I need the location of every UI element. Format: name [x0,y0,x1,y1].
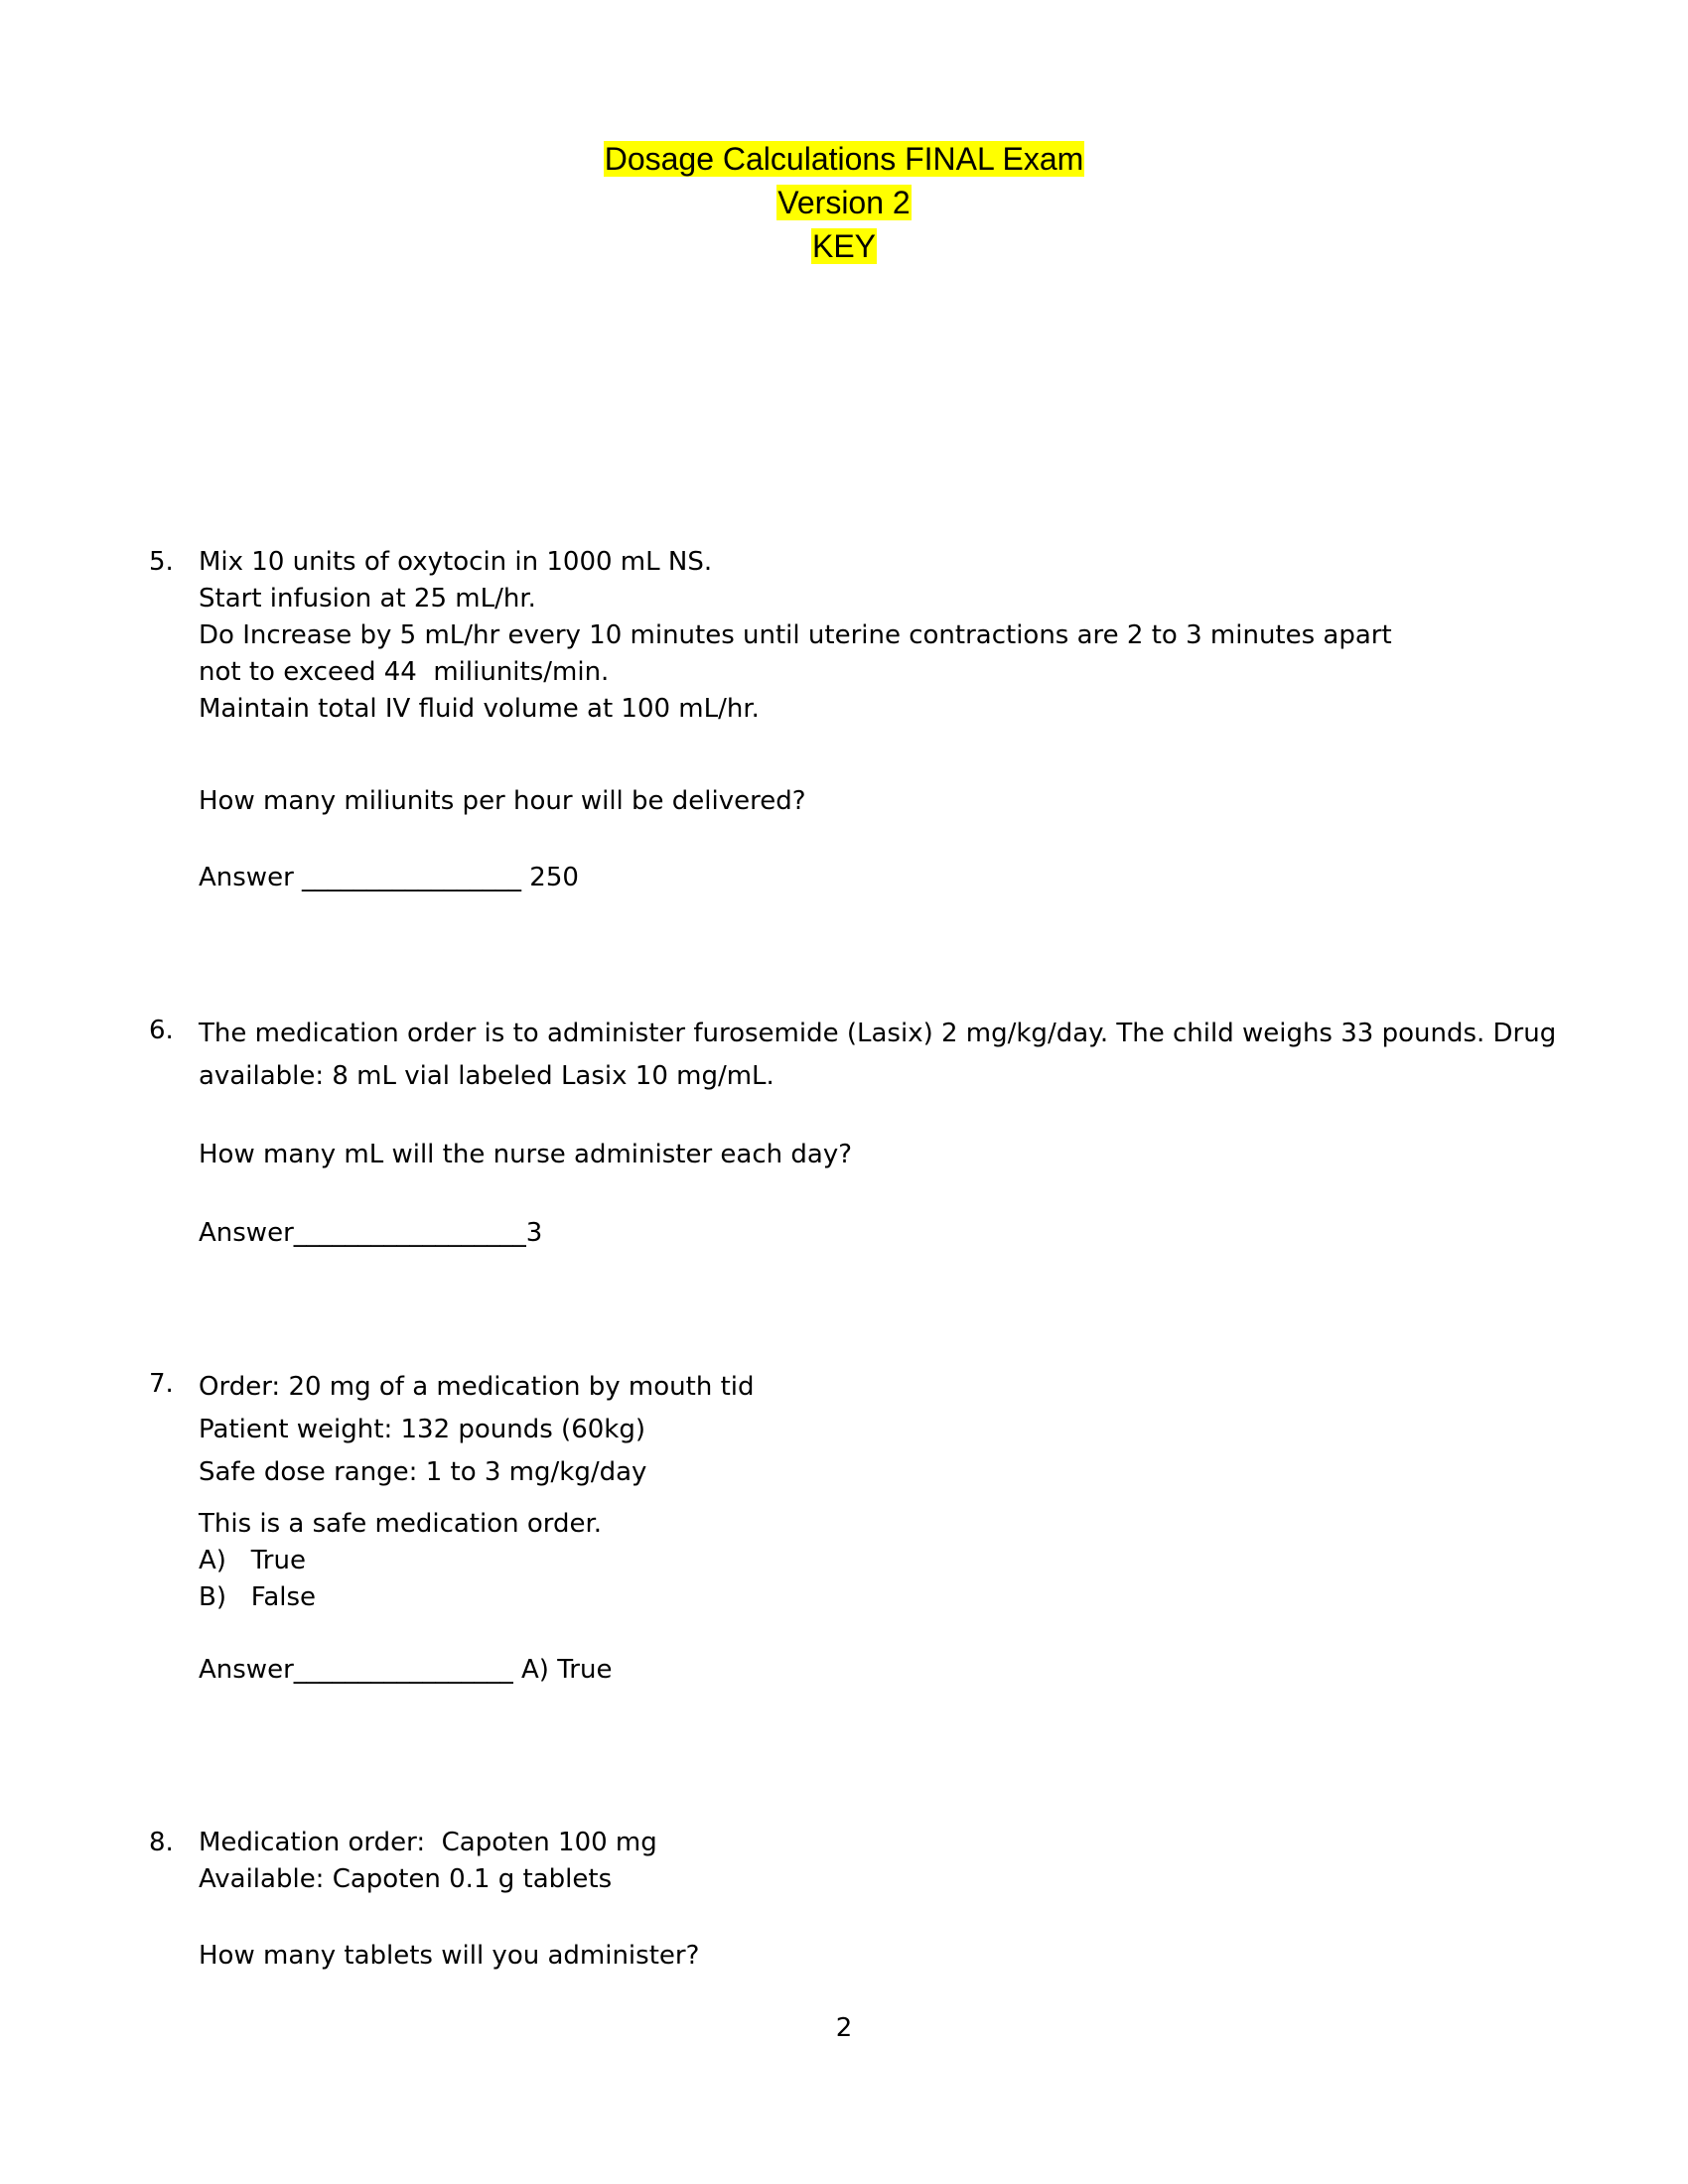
exam-header [0,137,1688,268]
answer-option-a: A) True [199,1546,306,1575]
question-line: Start infusion at 25 mL/hr. [199,584,536,614]
question-body [199,1825,1539,1975]
answer-line: Answer__________________3 [199,1218,543,1248]
question-line: Mix 10 units of oxytocin in 1000 mL NS. [199,547,713,577]
question-line: Patient weight: 132 pounds (60kg) [199,1415,645,1444]
question-line: Maintain total IV fluid volume at 100 mL/hr. [199,694,760,724]
question-line: available: 8 mL vial labeled Lasix 10 mg/mL. [199,1061,774,1091]
question-body [199,1366,1539,1689]
answer-line: Answer _________________ 250 [199,863,579,892]
question-prompt: How many miliunits per hour will be delivered? [199,786,806,816]
question-line: Do Increase by 5 mL/hr every 10 minutes until uterine contractions are 2 to 3 minutes apart [199,620,1392,650]
question-number: 6. [149,1016,174,1045]
question-line: Available: Capoten 0.1 g tablets [199,1864,613,1894]
answer-line: Answer_________________ A) True [199,1655,613,1685]
exam-key-label: KEY [811,228,877,264]
exam-title: Dosage Calculations FINAL Exam [604,141,1084,177]
exam-version: Version 2 [777,185,911,220]
page-number: 2 [835,2013,853,2043]
question-line: Medication order: Capoten 100 mg [199,1828,657,1857]
question-number: 7. [149,1369,174,1399]
question-number: 8. [149,1828,174,1857]
answer-option-b: B) False [199,1582,317,1612]
question-line: Safe dose range: 1 to 3 mg/kg/day [199,1457,647,1487]
question-prompt: How many mL will the nurse administer each day? [199,1140,853,1169]
question-line: The medication order is to administer furosemide (Lasix) 2 mg/kg/day. The child weighs 33 pounds. Drug [199,1019,1557,1048]
question-body [199,544,1539,896]
question-number: 5. [149,547,174,577]
question-prompt: How many tablets will you administer? [199,1941,700,1971]
question-prompt: This is a safe medication order. [199,1509,603,1539]
question-line: not to exceed 44 miliunits/min. [199,657,610,687]
question-body [199,1013,1557,1255]
question-line: Order: 20 mg of a medication by mouth tid [199,1372,755,1402]
